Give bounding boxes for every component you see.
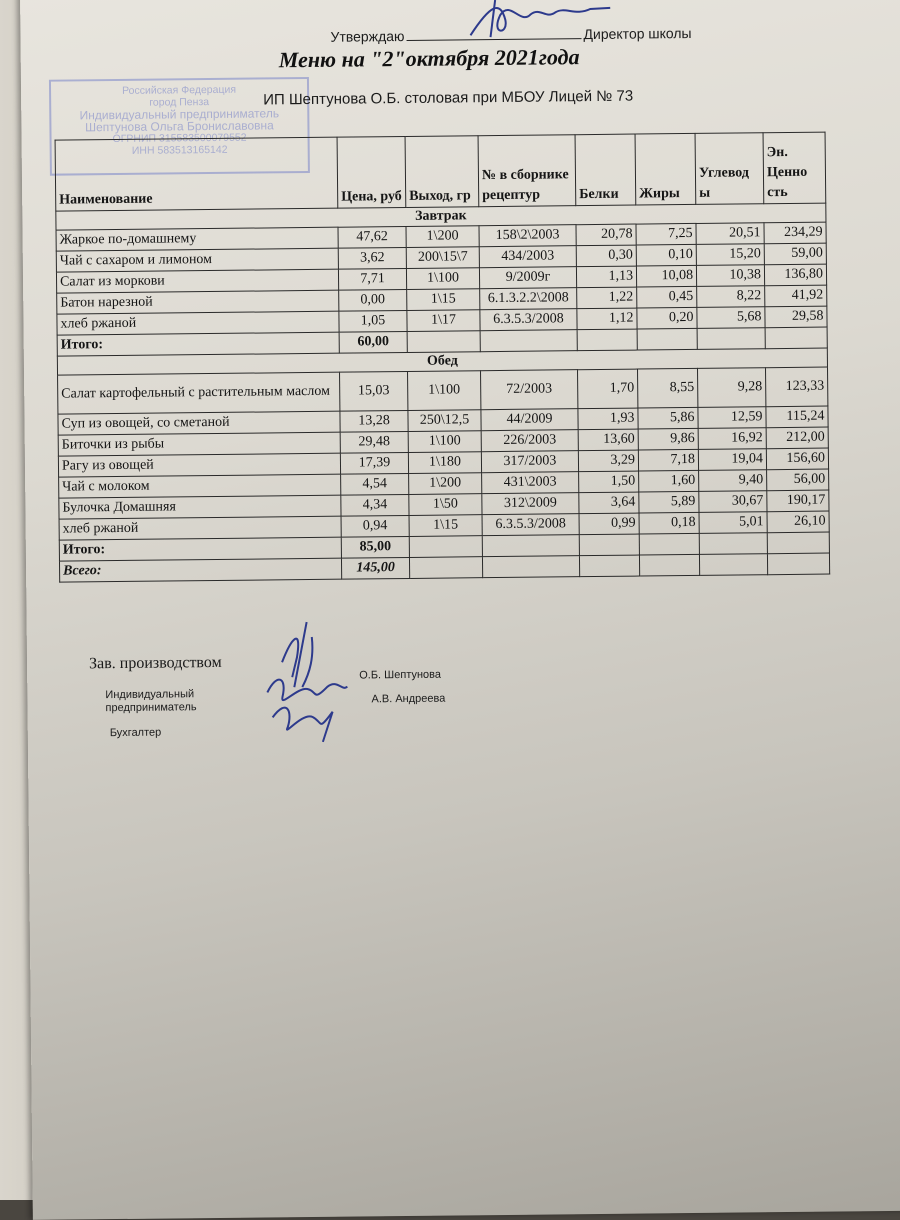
accountant-label: Бухгалтер (109, 726, 162, 740)
value-cell: 1\100 (408, 431, 481, 453)
empty-cell (407, 331, 480, 353)
value-cell: 0,30 (576, 245, 636, 267)
approve-label: Утверждаю (330, 27, 405, 45)
section-label: Обед (57, 348, 827, 375)
handwritten-signatures (252, 616, 373, 747)
value-cell: 56,00 (767, 469, 829, 491)
empty-cell (699, 533, 767, 555)
value-cell: 17,39 (340, 452, 408, 474)
value-cell: 1,93 (578, 408, 638, 430)
value-cell: 7,25 (636, 223, 696, 245)
value-cell: 4,34 (341, 494, 409, 516)
value-cell: 156,60 (766, 448, 828, 470)
value-cell: 10,08 (636, 265, 696, 287)
value-cell: 26,10 (767, 511, 829, 533)
menu-table (55, 132, 831, 583)
entrepreneur-label: Индивидуальный предприниматель (105, 688, 197, 715)
value-cell: 312\2009 (482, 493, 579, 515)
value-cell: 1\15 (407, 289, 480, 311)
empty-cell (639, 533, 699, 555)
empty-cell (637, 328, 697, 350)
signatory-name-1: О.Б. Шептунова (359, 668, 442, 682)
value-cell: 0,10 (636, 244, 696, 266)
value-cell: 3,62 (338, 247, 406, 269)
value-cell: 7,71 (338, 268, 406, 290)
dish-name-cell: Булочка Домашняя (59, 495, 341, 519)
stamp-line: Шептунова Ольга Брониславовна (84, 118, 274, 135)
value-cell: 5,68 (697, 307, 765, 329)
value-cell: 1,22 (577, 287, 637, 309)
value-cell: 1,70 (578, 369, 638, 409)
value-cell: 10,38 (696, 265, 764, 287)
value-cell: 19,04 (698, 449, 766, 471)
grand-total-value: 145,00 (341, 557, 409, 579)
value-cell: 5,86 (638, 407, 698, 429)
value-cell: 317/2003 (481, 451, 578, 473)
dish-name-cell: Биточки из рыбы (58, 432, 340, 456)
empty-cell (579, 534, 639, 556)
value-cell: 1\100 (406, 268, 479, 290)
column-header: Наименование (55, 137, 338, 211)
value-cell: 3,29 (578, 450, 638, 472)
value-cell: 0,18 (639, 512, 699, 534)
value-cell: 0,45 (637, 286, 697, 308)
value-cell: 1,50 (579, 471, 639, 493)
value-cell: 3,64 (579, 492, 639, 514)
empty-cell (482, 535, 579, 557)
dish-name-cell: Батон нарезной (57, 290, 339, 314)
value-cell: 5,01 (699, 512, 767, 534)
value-cell: 16,92 (698, 428, 766, 450)
dish-name-cell: Суп из овощей, со сметаной (58, 411, 340, 435)
column-header: Жиры (635, 133, 696, 205)
stamp-line: ИНН 583513165142 (131, 143, 228, 157)
value-cell: 12,59 (698, 407, 766, 429)
value-cell: 1\100 (408, 371, 481, 411)
column-header: Выход, гр (405, 136, 479, 208)
value-cell: 41,92 (765, 285, 827, 307)
empty-cell (480, 330, 577, 352)
value-cell: 15,03 (340, 371, 408, 411)
value-cell: 1,60 (639, 470, 699, 492)
value-cell: 44/2009 (481, 409, 578, 431)
empty-cell (697, 328, 765, 350)
value-cell: 6.1.3.2.2\2008 (480, 288, 577, 310)
value-cell: 1\200 (406, 226, 479, 248)
column-header: № в сборнике рецептур (478, 135, 576, 207)
empty-cell (409, 557, 482, 579)
stamp-line: Российская Федерация (122, 83, 237, 97)
value-cell: 226/2003 (481, 430, 578, 452)
signatory-name-2: А.В. Андреева (371, 692, 446, 706)
value-cell: 9,28 (697, 368, 765, 408)
value-cell: 6.3.5.3/2008 (482, 514, 579, 536)
value-cell: 29,48 (340, 431, 408, 453)
production-head-label: Зав. производством (88, 653, 222, 673)
empty-cell (409, 536, 482, 558)
lunch-rows (58, 367, 830, 540)
stamp-line: город Пенза (149, 96, 210, 109)
value-cell: 30,67 (699, 491, 767, 513)
grand-total-label: Всего: (59, 558, 341, 582)
value-cell: 29,58 (765, 306, 827, 328)
empty-cell (579, 555, 639, 577)
dish-name-cell: Чай с сахаром и лимоном (56, 248, 338, 272)
value-cell: 136,80 (764, 264, 826, 286)
value-cell: 20,51 (696, 223, 764, 245)
empty-cell (482, 556, 579, 578)
empty-cell (639, 554, 699, 576)
column-header: Эн. Ценно сть (763, 132, 826, 204)
value-cell: 1\17 (407, 310, 480, 332)
stamp-line: ОГРНИП 315583500079552 (112, 131, 247, 146)
value-cell: 234,29 (764, 222, 826, 244)
value-cell: 15,20 (696, 244, 764, 266)
value-cell: 72/2003 (481, 370, 578, 410)
value-cell: 47,62 (338, 226, 406, 248)
menu-document (20, 0, 900, 1220)
dish-name-cell: Салат картофельный с растительным маслом (58, 372, 340, 414)
director-signature (460, 0, 620, 40)
value-cell: 1,12 (577, 308, 637, 330)
value-cell: 13,28 (340, 410, 408, 432)
value-cell: 1\200 (409, 473, 482, 495)
value-cell: 6.3.5.3/2008 (480, 309, 577, 331)
value-cell: 59,00 (764, 243, 826, 265)
value-cell: 4,54 (341, 473, 409, 495)
total-label: Итого: (57, 332, 339, 356)
value-cell: 1\50 (409, 494, 482, 516)
value-cell: 431\2003 (482, 472, 579, 494)
breakfast-rows (56, 222, 827, 335)
value-cell: 434/2003 (479, 246, 576, 268)
table-header-row (55, 132, 826, 211)
value-cell: 1\15 (409, 515, 482, 537)
value-cell: 0,20 (637, 307, 697, 329)
value-cell: 13,60 (578, 429, 638, 451)
empty-cell (767, 553, 829, 575)
value-cell: 1,05 (339, 310, 407, 332)
value-cell: 0,94 (341, 515, 409, 537)
value-cell: 8,55 (638, 368, 698, 408)
value-cell: 20,78 (576, 224, 636, 246)
column-header: Углевод ы (695, 133, 764, 205)
section-label: Завтрак (56, 203, 826, 230)
total-value: 85,00 (341, 536, 409, 558)
value-cell: 190,17 (767, 490, 829, 512)
value-cell: 0,00 (339, 289, 407, 311)
value-cell: 9,40 (699, 470, 767, 492)
value-cell: 5,89 (639, 491, 699, 513)
value-cell: 250\12,5 (408, 410, 481, 432)
value-cell: 123,33 (765, 367, 827, 407)
value-cell: 7,18 (638, 449, 698, 471)
value-cell: 1,13 (576, 266, 636, 288)
dish-name-cell: Салат из моркови (56, 269, 338, 293)
empty-cell (699, 554, 767, 576)
director-label: Директор школы (583, 24, 692, 43)
total-value: 60,00 (339, 331, 407, 353)
value-cell: 212,00 (766, 427, 828, 449)
dish-name-cell: хлеб ржаной (57, 311, 339, 335)
value-cell: 200\15\7 (406, 247, 479, 269)
total-label: Итого: (59, 537, 341, 561)
dish-name-cell: Жаркое по-домашнему (56, 227, 338, 251)
dish-name-cell: Чай с молоком (59, 474, 341, 498)
organization-line: ИП Шептунова О.Б. столовая при МБОУ Лицей № 73 (263, 87, 634, 109)
value-cell: 1\180 (408, 452, 481, 474)
value-cell: 8,22 (697, 286, 765, 308)
value-cell: 158\2\2003 (479, 225, 576, 247)
empty-cell (765, 327, 827, 349)
column-header: Цена, руб (337, 136, 406, 208)
empty-cell (577, 329, 637, 351)
dish-name-cell: хлеб ржаной (59, 516, 341, 540)
page-title: Меню на "2"октября 2021года (278, 44, 580, 73)
stamp-line: Индивидуальный предприниматель (79, 106, 280, 123)
dish-name-cell: Рагу из овощей (58, 453, 340, 477)
value-cell: 115,24 (766, 406, 828, 428)
value-cell: 9,86 (638, 428, 698, 450)
value-cell: 9/2009г (479, 267, 576, 289)
value-cell: 0,99 (579, 513, 639, 535)
empty-cell (767, 532, 829, 554)
column-header: Белки (575, 134, 636, 206)
